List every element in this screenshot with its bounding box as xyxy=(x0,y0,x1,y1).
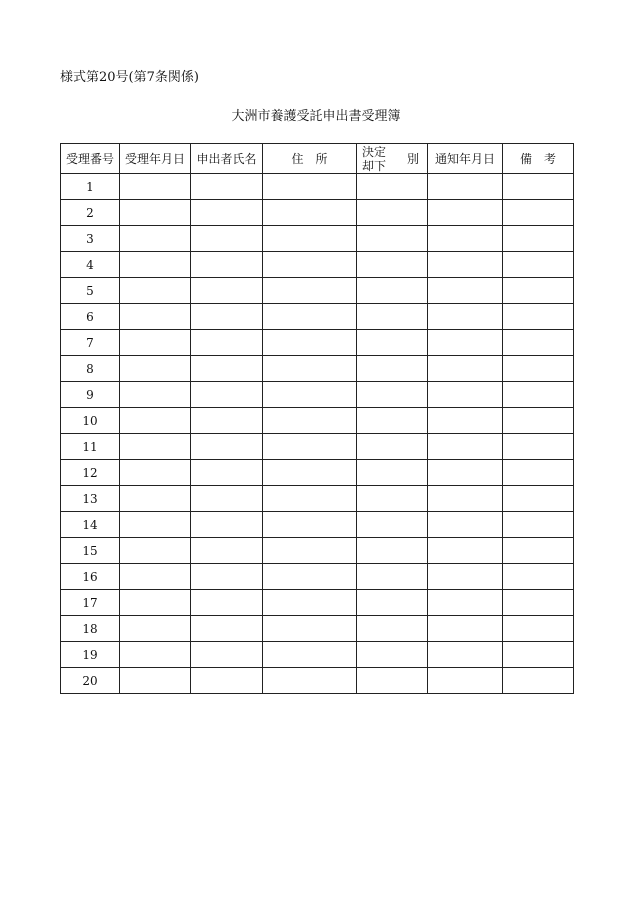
applicant-name-cell xyxy=(191,486,263,512)
remarks-cell xyxy=(503,642,574,668)
receipt-date-cell xyxy=(120,512,191,538)
table-row xyxy=(61,174,574,200)
remarks-cell xyxy=(503,200,574,226)
row-number-cell: 13 xyxy=(61,486,120,512)
notice-date-cell xyxy=(428,564,503,590)
address-cell xyxy=(263,330,357,356)
receipt-date-cell xyxy=(120,226,191,252)
remarks-cell xyxy=(503,356,574,382)
table-row xyxy=(61,538,574,564)
remarks-cell xyxy=(503,460,574,486)
receipt-date-cell xyxy=(120,174,191,200)
row-number-cell: 4 xyxy=(61,252,120,278)
decision-cell xyxy=(357,174,428,200)
receipt-date-cell xyxy=(120,668,191,694)
applicant-name-cell xyxy=(191,252,263,278)
address-cell xyxy=(263,616,357,642)
document-title: 大洲市養護受託申出書受理簿 xyxy=(231,109,401,124)
decision-cell xyxy=(357,382,428,408)
address-cell xyxy=(263,408,357,434)
decision-cell xyxy=(357,434,428,460)
receipt-date-cell xyxy=(120,590,191,616)
applicant-name-cell xyxy=(191,174,263,200)
applicant-name-cell xyxy=(191,434,263,460)
table-row xyxy=(61,304,574,330)
header-decision xyxy=(357,144,428,174)
header-decision-bottom: 却下 xyxy=(362,158,387,173)
decision-cell xyxy=(357,200,428,226)
address-cell xyxy=(263,642,357,668)
table-row xyxy=(61,512,574,538)
applicant-name-cell xyxy=(191,226,263,252)
receipt-date-cell xyxy=(120,252,191,278)
notice-date-cell xyxy=(428,668,503,694)
remarks-cell xyxy=(503,538,574,564)
applicant-name-cell xyxy=(191,668,263,694)
applicant-name-cell xyxy=(191,538,263,564)
applicant-name-cell xyxy=(191,564,263,590)
remarks-cell xyxy=(503,590,574,616)
address-cell xyxy=(263,278,357,304)
address-cell xyxy=(263,434,357,460)
applicant-name-cell xyxy=(191,304,263,330)
notice-date-cell xyxy=(428,434,503,460)
remarks-cell xyxy=(503,408,574,434)
address-cell xyxy=(263,512,357,538)
decision-cell xyxy=(357,460,428,486)
table-row xyxy=(61,382,574,408)
notice-date-cell xyxy=(428,200,503,226)
row-number-cell: 12 xyxy=(61,460,120,486)
header-remarks xyxy=(503,144,574,174)
form-number-label: 様式第20号(第7条関係) xyxy=(60,70,199,85)
receipt-register-table xyxy=(60,143,574,694)
decision-cell xyxy=(357,278,428,304)
notice-date-cell xyxy=(428,252,503,278)
address-cell xyxy=(263,486,357,512)
decision-cell xyxy=(357,590,428,616)
remarks-cell xyxy=(503,434,574,460)
table-row xyxy=(61,616,574,642)
decision-cell xyxy=(357,226,428,252)
decision-cell xyxy=(357,408,428,434)
decision-cell xyxy=(357,486,428,512)
applicant-name-cell xyxy=(191,408,263,434)
applicant-name-cell xyxy=(191,590,263,616)
receipt-date-cell xyxy=(120,538,191,564)
notice-date-cell xyxy=(428,382,503,408)
table-body xyxy=(61,174,574,694)
header-address xyxy=(263,144,357,174)
table-row xyxy=(61,408,574,434)
receipt-date-cell xyxy=(120,382,191,408)
address-cell xyxy=(263,590,357,616)
remarks-cell xyxy=(503,564,574,590)
header-receipt-date: 受理年月日 xyxy=(120,144,191,174)
table-header-row xyxy=(61,144,574,174)
table-row xyxy=(61,668,574,694)
address-cell xyxy=(263,668,357,694)
notice-date-cell xyxy=(428,642,503,668)
notice-date-cell xyxy=(428,460,503,486)
notice-date-cell xyxy=(428,278,503,304)
notice-date-cell xyxy=(428,538,503,564)
applicant-name-cell xyxy=(191,382,263,408)
row-number-cell: 6 xyxy=(61,304,120,330)
address-cell xyxy=(263,460,357,486)
applicant-name-cell xyxy=(191,200,263,226)
remarks-cell xyxy=(503,330,574,356)
row-number-cell: 9 xyxy=(61,382,120,408)
table-row xyxy=(61,252,574,278)
header-receipt-number: 受理番号 xyxy=(61,144,120,174)
row-number-cell: 10 xyxy=(61,408,120,434)
receipt-date-cell xyxy=(120,616,191,642)
row-number-cell: 19 xyxy=(61,642,120,668)
notice-date-cell xyxy=(428,512,503,538)
table-row xyxy=(61,460,574,486)
address-cell xyxy=(263,304,357,330)
row-number-cell: 14 xyxy=(61,512,120,538)
table-row xyxy=(61,564,574,590)
row-number-cell: 20 xyxy=(61,668,120,694)
table-row xyxy=(61,486,574,512)
decision-cell xyxy=(357,668,428,694)
header-remarks-label: 備 考 xyxy=(519,152,556,166)
address-cell xyxy=(263,174,357,200)
row-number-cell: 16 xyxy=(61,564,120,590)
address-cell xyxy=(263,200,357,226)
row-number-cell: 15 xyxy=(61,538,120,564)
decision-cell xyxy=(357,252,428,278)
notice-date-cell xyxy=(428,174,503,200)
receipt-date-cell xyxy=(120,356,191,382)
row-number-cell: 11 xyxy=(61,434,120,460)
row-number-cell: 7 xyxy=(61,330,120,356)
remarks-cell xyxy=(503,226,574,252)
row-number-cell: 18 xyxy=(61,616,120,642)
address-cell xyxy=(263,538,357,564)
header-notice-date: 通知年月日 xyxy=(428,144,503,174)
header-decision-top: 決定 xyxy=(362,144,387,159)
remarks-cell xyxy=(503,512,574,538)
table-row xyxy=(61,642,574,668)
applicant-name-cell xyxy=(191,616,263,642)
table-row xyxy=(61,356,574,382)
decision-cell xyxy=(357,564,428,590)
receipt-date-cell xyxy=(120,304,191,330)
header-decision-suffix: 別 xyxy=(406,152,419,166)
receipt-date-cell xyxy=(120,564,191,590)
remarks-cell xyxy=(503,174,574,200)
remarks-cell xyxy=(503,278,574,304)
receipt-date-cell xyxy=(120,460,191,486)
address-cell xyxy=(263,356,357,382)
row-number-cell: 17 xyxy=(61,590,120,616)
table-row xyxy=(61,200,574,226)
applicant-name-cell xyxy=(191,278,263,304)
table-row xyxy=(61,434,574,460)
remarks-cell xyxy=(503,382,574,408)
header-applicant-name: 申出者氏名 xyxy=(191,144,263,174)
applicant-name-cell xyxy=(191,642,263,668)
address-cell xyxy=(263,382,357,408)
notice-date-cell xyxy=(428,356,503,382)
decision-cell xyxy=(357,356,428,382)
decision-cell xyxy=(357,538,428,564)
applicant-name-cell xyxy=(191,460,263,486)
row-number-cell: 1 xyxy=(61,174,120,200)
remarks-cell xyxy=(503,304,574,330)
table-row xyxy=(61,590,574,616)
notice-date-cell xyxy=(428,304,503,330)
notice-date-cell xyxy=(428,590,503,616)
notice-date-cell xyxy=(428,408,503,434)
applicant-name-cell xyxy=(191,330,263,356)
header-address-label: 住 所 xyxy=(291,152,328,166)
table-row xyxy=(61,278,574,304)
receipt-date-cell xyxy=(120,486,191,512)
decision-cell xyxy=(357,304,428,330)
applicant-name-cell xyxy=(191,512,263,538)
notice-date-cell xyxy=(428,616,503,642)
row-number-cell: 5 xyxy=(61,278,120,304)
row-number-cell: 3 xyxy=(61,226,120,252)
decision-cell xyxy=(357,642,428,668)
decision-stack xyxy=(357,145,386,173)
notice-date-cell xyxy=(428,330,503,356)
remarks-cell xyxy=(503,486,574,512)
remarks-cell xyxy=(503,616,574,642)
table-row xyxy=(61,226,574,252)
notice-date-cell xyxy=(428,226,503,252)
receipt-date-cell xyxy=(120,200,191,226)
address-cell xyxy=(263,252,357,278)
receipt-date-cell xyxy=(120,278,191,304)
applicant-name-cell xyxy=(191,356,263,382)
decision-header-group xyxy=(357,144,427,173)
receipt-date-cell xyxy=(120,434,191,460)
receipt-date-cell xyxy=(120,642,191,668)
decision-cell xyxy=(357,512,428,538)
remarks-cell xyxy=(503,668,574,694)
notice-date-cell xyxy=(428,486,503,512)
receipt-date-cell xyxy=(120,408,191,434)
receipt-date-cell xyxy=(120,330,191,356)
remarks-cell xyxy=(503,252,574,278)
row-number-cell: 2 xyxy=(61,200,120,226)
decision-cell xyxy=(357,616,428,642)
decision-cell xyxy=(357,330,428,356)
table-row xyxy=(61,330,574,356)
address-cell xyxy=(263,226,357,252)
address-cell xyxy=(263,564,357,590)
row-number-cell: 8 xyxy=(61,356,120,382)
